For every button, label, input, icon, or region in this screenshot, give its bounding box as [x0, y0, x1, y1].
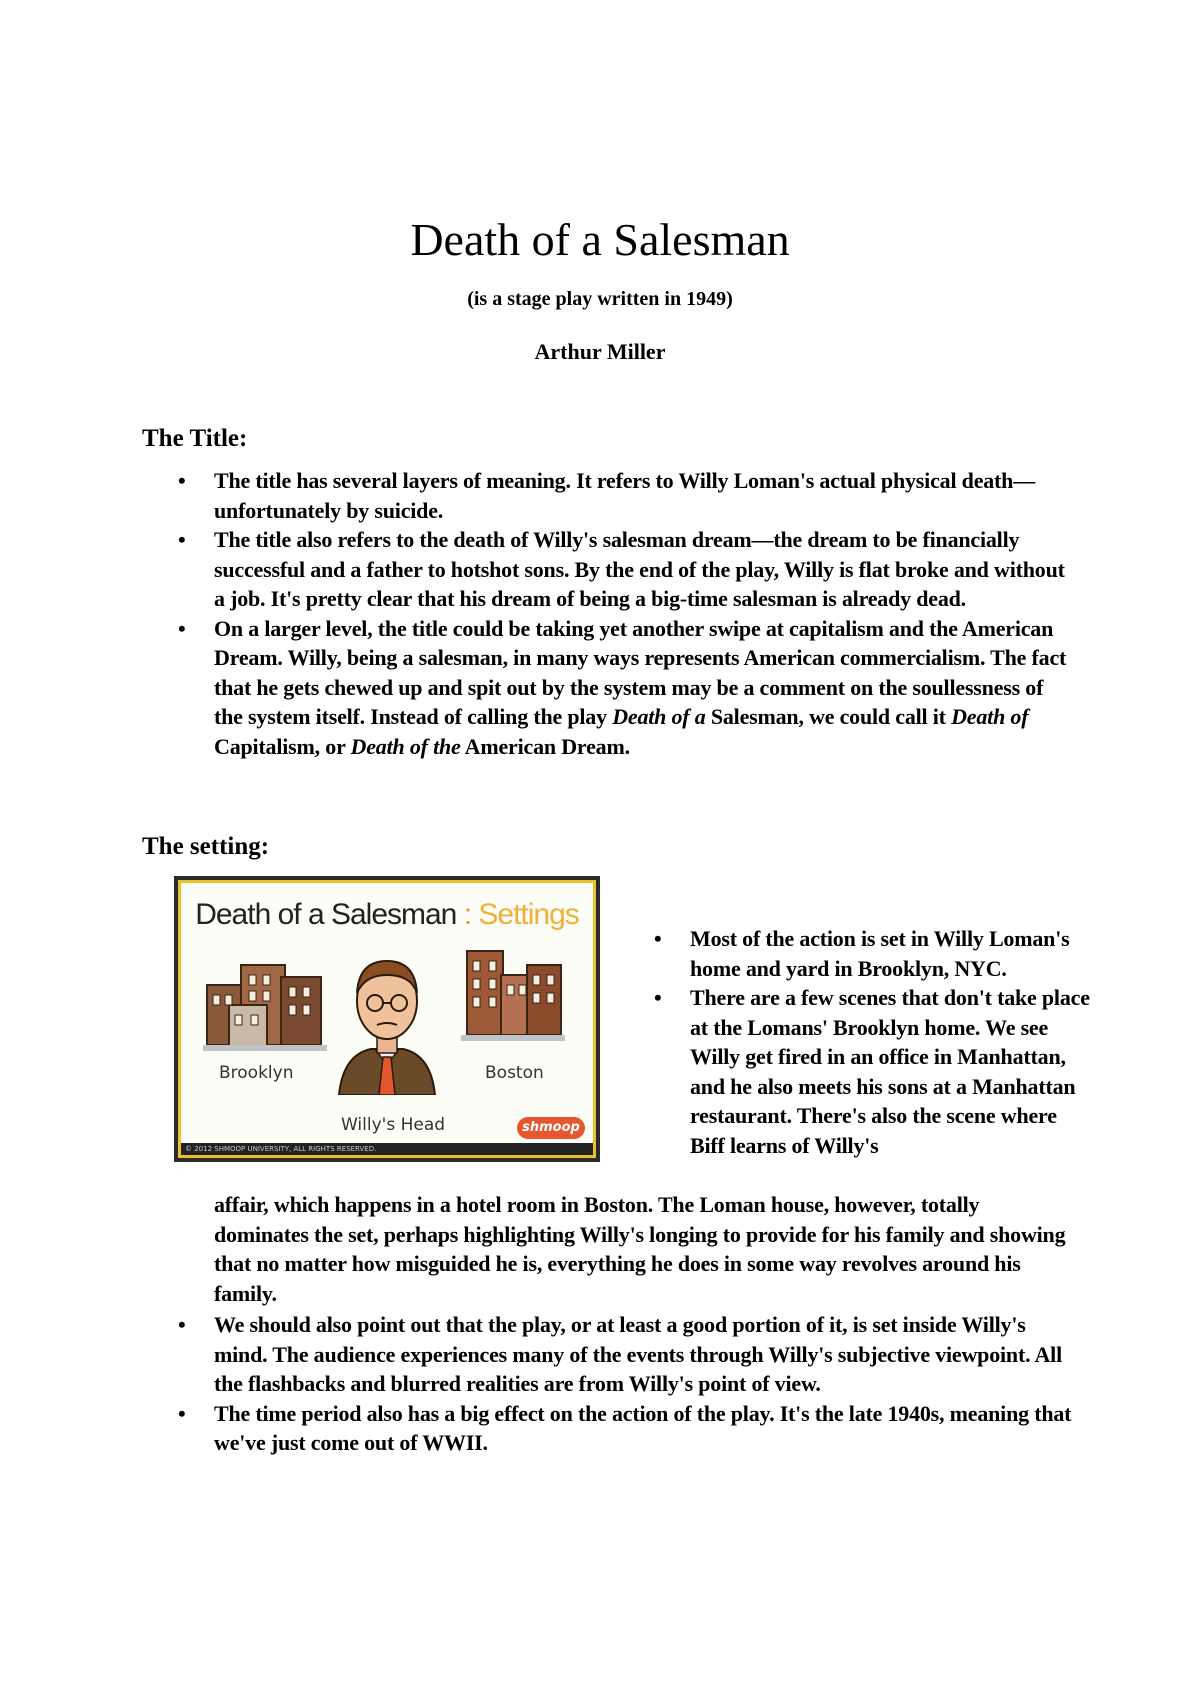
list-item	[214, 614, 1074, 762]
bullet-text: Salesman, we could call it	[705, 704, 952, 729]
document-subtitle: (is a stage play written in 1949)	[467, 288, 733, 310]
settings-illustration	[174, 876, 600, 1162]
list-item: • The time period also has a big effect on the action of the play. It's the late 1940s, meaning that we've just come out of WWII.	[214, 1399, 1074, 1458]
label-willys-head: Willy's Head	[341, 1115, 446, 1135]
label-boston: Boston	[485, 1063, 544, 1083]
list-item: • Most of the action is set in Willy Loman's home and yard in Brooklyn, NYC.	[690, 924, 1090, 983]
boston-buildings-icon	[457, 945, 567, 1045]
bullet-text: On a larger level, the title could be taking yet another swipe at capitalism and the American Dream. Willy, being a salesman, in many ways represents American commercialism. The fact that he gets chewed up and spit out by the system may be a comment on the soullessness of the system itself. Instead of calling the play	[214, 615, 1067, 729]
bullet-text: American Dream.	[460, 733, 630, 759]
italic-phrase: Death of a	[612, 704, 706, 729]
bullet-continuation-text: affair, which happens in a hotel room in Boston. The Loman house, however, totally dominates the set, perhaps highlighting Willy's longing to provide for his family and showing that no matter how misguided he is, everything he does in some way revolves around his family.	[214, 1192, 1066, 1306]
willy-head-icon	[331, 945, 443, 1095]
bullet-text: Capitalism, or	[214, 733, 351, 759]
setting-bullet-list-top	[690, 924, 1090, 1160]
image-credit: © 2012 SHMOOP UNIVERSITY, ALL RIGHTS RESERVED.	[181, 1143, 593, 1155]
title-bullet-list	[214, 466, 1074, 761]
shmoop-logo: shmoop	[517, 1117, 585, 1139]
list-item: • There are a few scenes that don't take place at the Lomans' Brooklyn home. We see Willy get fired in an office in Manhattan, and he also meets his sons at a Manhattan restaurant. There's also the scene where Biff learns of Willy's	[690, 983, 1090, 1160]
list-item: • We should also point out that the play, or at least a good portion of it, is set inside Willy's mind. The audience experiences many of the events through Willy's subjective viewpoint. All the flashbacks and blurred realities are from Willy's point of view.	[214, 1310, 1074, 1399]
document-author: Arthur Miller	[534, 339, 666, 364]
italic-phrase: Death of the	[350, 733, 461, 759]
brooklyn-buildings-icon	[201, 955, 329, 1055]
italic-phrase: Death of	[951, 704, 1029, 729]
title-section-heading: The Title:	[142, 425, 248, 452]
list-item: • The title also refers to the death of Willy's salesman dream—the dream to be financially successful and a father to hotshot sons. By the end of the play, Willy is flat broke and without a job. It's pretty clear that his dream of being a big-time salesman is already dead.	[214, 525, 1074, 614]
setting-section-heading: The setting:	[142, 833, 270, 860]
illustration-heading: Death of a Salesman : Settings	[195, 898, 579, 931]
setting-bullet-list-bottom	[214, 1310, 1074, 1458]
label-brooklyn: Brooklyn	[219, 1063, 294, 1083]
document-title: Death of a Salesman	[410, 214, 790, 265]
list-item: • The title has several layers of meaning. It refers to Willy Loman's actual physical death—unfortunately by suicide.	[214, 466, 1074, 525]
